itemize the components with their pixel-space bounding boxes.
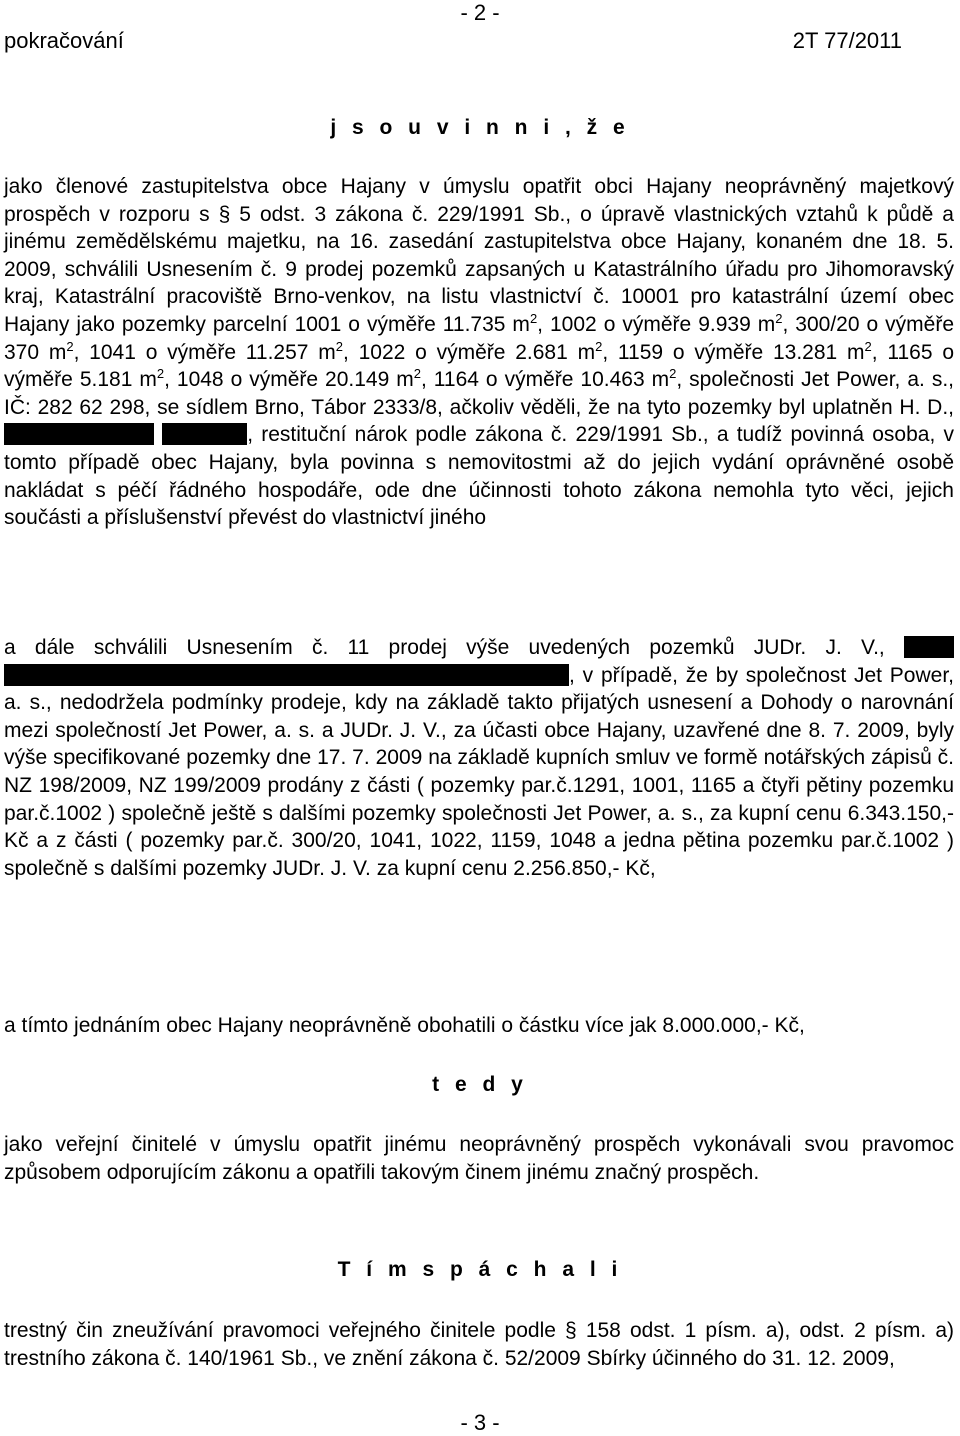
redaction-block xyxy=(4,423,154,445)
paragraph-crime: trestný čin zneužívání pravomoci veřejného činitele podle § 158 odst. 1 písm. a), odst. 2 písm. a) trestního zákona č. 140/1961 Sb., ve znění zákona č. 52/2009 Sbírky účinného do 31. 12. 2009, xyxy=(4,1319,954,1370)
header-continuation: pokračování xyxy=(4,28,124,53)
redaction-block xyxy=(162,423,247,445)
heading-therefore: t e d y xyxy=(432,1073,528,1096)
paragraph-enrichment: a tímto jednáním obec Hajany neoprávněně obohatili o částku více jak 8.000.000,- Kč, xyxy=(4,1014,805,1037)
paragraph-charges: jako členové zastupitelstva obce Hajany v úmyslu opatřit obci Hajany neoprávněný majetkový prospěch v rozporu s § 5 odst. 3 zákona č. 229/1991 Sb., o úpravě vlastnických vztahů k půdě a jinému zemědělskému majetku, na 16. zasedání zastupitelstva obce Hajany, konaném dne 18. 5. 2009, schválili Usnesením č. 9 prodej pozemků zapsaných u Katastrálního úřadu pro Jihomoravský kraj, Katastrální pracoviště Brno-venkov, na listu vlastnictví č. 10001 pro katastrální území obec Hajany jako pozemky parcelní 1001 o výměře 11.735 $m^2$, 1002 o výměře 9.939 $m^2$, 300/20 o výměře 370 $m^2$, 1041 o výměře 11.257 $m^2$, 1022 o výměře 2.681 $m^2$, 1159 o výměře 13.281 $m^2$, 1165 o výměře 5.181 $m^2$, 1048 o výměře 20.149 $m^2$, 1164 o výměře 10.463 $m^2$, společnosti Jet Power, a. s., IČ: 282 62 298, se sídlem Brno, Tábor 2333/8, ačkoliv věděli, že na tyto pozemky byl uplatněn H. D., , restituční nárok podle zákona č. 229/1991 Sb., a tudíž povinná osoba, v tomto případě obec Hajany, byla povinna s nemovitostmi až do jejich vydání oprávněné osobě nakládat s péčí řádného hospodáře, ode dne účinnosti tohoto zákona nemohla tyto věci, jejich součásti a příslušenství převést do vlastnictví jiného xyxy=(4,175,955,530)
page-number-bottom: - 3 - xyxy=(460,1410,500,1435)
page-number-top: - 2 - xyxy=(460,0,500,25)
redaction-block xyxy=(904,636,954,658)
case-number: 2T 77/2011 xyxy=(792,28,902,53)
heading-guilty: j s o u v i n n i , ž e xyxy=(330,116,630,139)
paragraph-officials: jako veřejní činitelé v úmyslu opatřit jinému neoprávněný prospěch vykonávali svou pravomoc způsobem odporujícím zákonu a opatřili takovým činem jinému značný prospěch. xyxy=(4,1133,954,1184)
redaction-block xyxy=(4,664,569,686)
paragraph-resolution: a dále schválili Usnesením č. 11 prodej výše uvedených pozemků JUDr. J. V., , v případě, že by společnost Jet Power, a. s., nedodržela podmínky prodeje, kdy na základě takto přijatých usnesení a Dohody o narovnání mezi společností Jet Power, a. s. a JUDr. J. V., za účasti obce Hajany, uzavřené dne 8. 7. 2009, byly výše specifikované pozemky dne 17. 7. 2009 na základě kupních smluv ve formě notářských zápisů č. NZ 198/2009, NZ 199/2009 prodány z části ( pozemky par.č.1291, 1001, 1165 a čtyři pětiny pozemku par.č.1002 ) společně ještě s dalšími pozemky společnosti Jet Power, a. s., za kupní cenu 6.343.150,- Kč a z části ( pozemky par.č. 300/20, 1041, 1022, 1159, 1048 a jedna pětina pozemku par.č.1002 ) společně s dalšími pozemky JUDr. J. V. za kupní cenu 2.256.850,- Kč, xyxy=(4,636,954,880)
heading-committed: T í m s p á c h a l i xyxy=(337,1258,623,1281)
